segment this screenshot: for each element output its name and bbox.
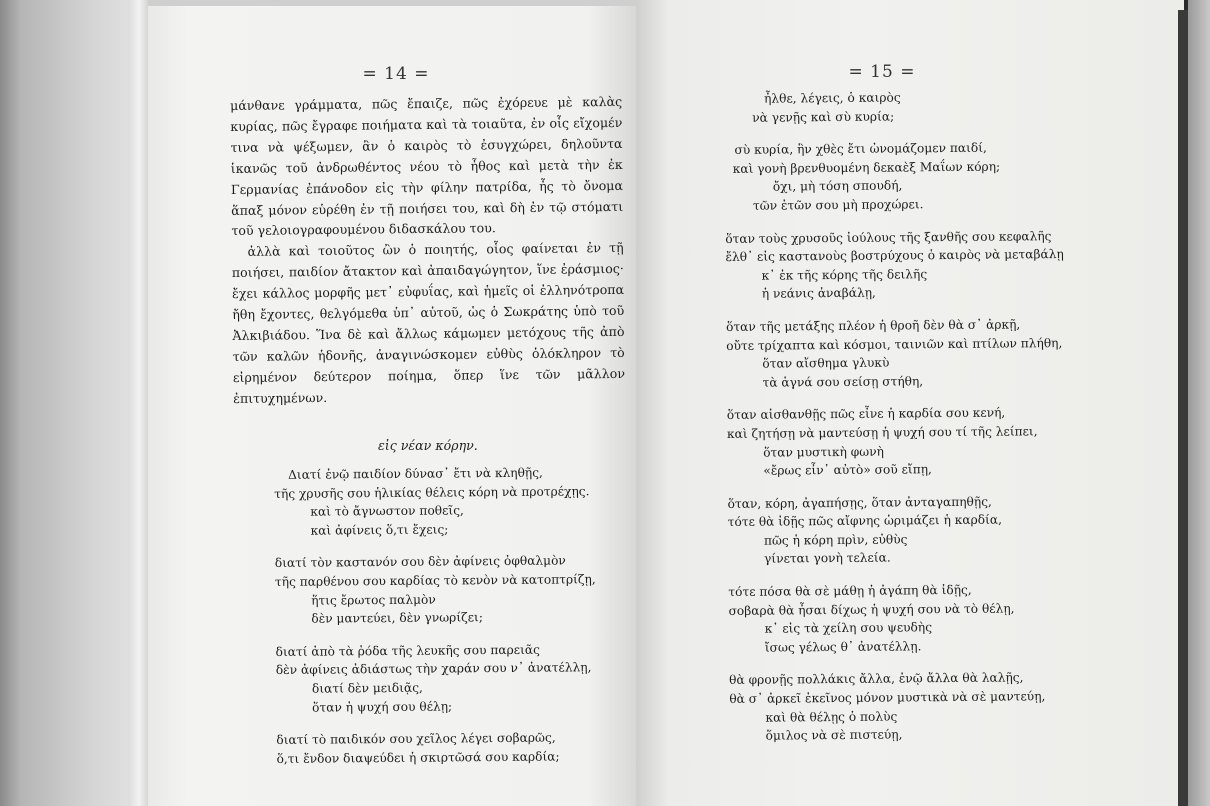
poem-line: «ἔρως εἶν᾽ αὐτὸ» σοῦ εἴπῃ, — [763, 462, 932, 478]
page-stack-edge — [128, 0, 150, 806]
poem-line: ὅταν, κόρη, ἀγαπήσῃς, ὅταν ἀνταγαπηθῇς, — [727, 494, 992, 511]
poem-line: ἴσως γέλως θ᾽ ἀνατέλλῃ. — [764, 639, 922, 655]
poem-line: τῆς παρθένου σου καρδίας τὸ κενὸν νὰ κατοπτρίζῃ, — [274, 572, 596, 589]
left-poem — [274, 463, 627, 782]
poem-line: τότε θὰ ἰδῇς πῶς αἴφνης ὡριμάζει ἡ καρδία, — [727, 512, 1003, 530]
right-poem — [724, 86, 1150, 759]
poem-line: δὲν ἀφίνεις ἀδιάστως τὴν χαράν σου ν᾽ ἀνατέλλῃ, — [275, 660, 592, 678]
stanza — [274, 463, 625, 540]
stanza — [729, 668, 1150, 746]
poem-line: κ᾽ εἰς τὰ χείλη σου ψευδὴς — [764, 620, 933, 636]
poem-line: νὰ γενῇς καὶ σὺ κυρία; — [752, 109, 895, 125]
poem-line: πῶς ἡ κόρη πρὶν, εὐθὺς — [763, 532, 908, 548]
poem-line: σὺ κυρία, ἣν χθὲς ἔτι ὠνομάζομεν παιδί, — [734, 140, 987, 158]
poem-line: καὶ τὸ ἄγνωστον ποθεῖς, — [310, 503, 464, 519]
poem-line: τῶν ἐτῶν σου μὴ προχώρει. — [752, 197, 924, 213]
poem-line: τότε πόσα θὰ σὲ μάθῃ ἡ ἀγάπη θὰ ἰδῇς, — [728, 582, 972, 600]
book-cover-edge — [1178, 10, 1188, 806]
poem-line: καὶ ἀφίνεις ὅ,τι ἔχεις; — [310, 522, 449, 538]
background-right — [1188, 0, 1210, 806]
poem-line: γίνεται γονὴ τελεία. — [764, 551, 891, 567]
left-prose — [230, 92, 625, 410]
poem-line: ὅταν αἰσθανθῇς πῶς εἶνε ἡ καρδία σου κενή, — [726, 405, 1006, 423]
poem-line: οὔτε τρίχαπτα καὶ κόσμοι, ταινιῶν καὶ πτίλων πλήθη, — [726, 335, 1063, 353]
poem-line: θὰ φρονῇς πολλάκις ἄλλα, ἐνῷ ἄλλα θὰ λαλῇς, — [729, 670, 1024, 688]
poem-line: ἦλθε, λέγεις, ὁ καιρὸς — [764, 90, 901, 106]
poem-line: ὅταν τοὺς χρυσοῦς ἰούλους τῆς ξανθῆς σου κεφαλῆς — [725, 228, 1052, 246]
poem-line: διατί δὲν μειδιᾷς, — [311, 680, 423, 696]
poem-line: ὅταν αἴσθημα γλυκὺ — [762, 355, 890, 371]
poem-line: διατί τὸ παιδικόν σου χεῖλος λέγει σοβαρῶς, — [276, 730, 556, 748]
stanza — [728, 491, 1149, 569]
poem-line: ὅμιλος νὰ σὲ πιστεύῃ, — [765, 727, 903, 743]
left-page — [148, 6, 636, 806]
poem-line: ὅ,τι ἔνδον διαψεύδει ἡ σκιρτῶσά σου καρδία; — [276, 749, 560, 766]
poem-line: καὶ ζητήσῃ νὰ μαντεύσῃ ἡ ψυχή σου τί τῆς λείπει, — [726, 424, 1038, 441]
right-page-number: = 15 = — [848, 62, 916, 82]
poem-line: καὶ γονὴ βρενθυομένη δεκαὲξ Μαΐων κόρη; — [732, 159, 1001, 176]
poem-line: ἔλθ᾽ εἰς καστανοὺς βοστρύχους ὁ καιρὸς νὰ μεταβάλῃ — [725, 247, 1064, 265]
right-page — [636, 0, 1184, 806]
stanza — [728, 579, 1149, 657]
poem-line: ὅταν τῆς μετάξης πλέον ἡ θροῆ δὲν θὰ σ᾽ ἀρκῇ, — [726, 317, 1021, 334]
poem-line: δὲν μαντεύει, δὲν γνωρίζει; — [311, 610, 483, 626]
poem-line: ὅταν μυστικὴ φωνὴ — [763, 444, 884, 460]
poem-line: ἥτις ἔρωτος παλμὸν — [311, 592, 436, 608]
poem-line: θὰ σ᾽ ἀρκεῖ ἐκεῖνος μόνον μυστικὰ νὰ σὲ μαντεύῃ, — [729, 689, 1046, 707]
stanza — [724, 86, 1144, 127]
poem-line: ὄχι, μὴ τόση σπουδή, — [772, 178, 903, 194]
left-page-number: = 14 = — [362, 64, 430, 84]
stanza — [275, 551, 626, 628]
poem-line: ὅταν ἡ ψυχή σου θέλῃ; — [312, 698, 453, 715]
stanza — [726, 314, 1147, 392]
poem-line: ἡ νεάνις ἀναβάλῃ, — [761, 286, 876, 302]
poem-line: σοβαρὰ θὰ ἦσαι δίχως ἡ ψυχή σου νὰ τὸ θέλῃ, — [728, 601, 1015, 618]
poem-line: καὶ θὰ θέλῃς ὁ πολὺς — [765, 709, 898, 725]
poem-line: διατί ἀπὸ τὰ ῥόδα τῆς λευκῆς σου παρειᾶς — [275, 642, 540, 659]
poem-line: τὰ ἁγνά σου σείσῃ στήθη, — [762, 373, 924, 390]
poem-line: Διατί ἐνῷ παιδίον δύνασ᾽ ἔτι νὰ κληθῇς, — [288, 465, 543, 482]
stanza — [727, 403, 1148, 481]
stanza — [725, 226, 1146, 304]
stanza — [276, 640, 627, 717]
poem-line: κ᾽ ἐκ τῆς κόρης τῆς δειλῆς — [761, 266, 928, 283]
stanza — [276, 728, 626, 768]
poem-line: διατί τὸν καστανόν σου δὲν ἀφίνεις ὀφθαλμὸν — [274, 553, 566, 571]
poem-title: εἰς νέαν κόρην. — [378, 438, 478, 453]
stanza — [724, 138, 1145, 216]
prose-paragraph-2: ἀλλὰ καὶ τοιοῦτος ὢν ὁ ποιητής, οἷος φαίνεται ἐν τῇ ποιήσει, παιδίον ἄτακτον καὶ ἀπαιδαγώγητον, ἵνε ἐράσμιος· ἔχει κάλλος μορφῆς μετ᾽ εὐφυΐας, καὶ ἡμεῖς οἱ ἐλληνότροπα ἤθη ἔχοντες, θελγόμεθα ὑπ᾽ αὐτοῦ, ὡς ὁ Σωκράτης ὑπὸ τοῦ Ἀλκιβιάδου. Ἵνα δὲ καὶ ἄλλως κάμωμεν μετόχους τῆς ἀπὸ τῶν καλῶν ἡδονῆς, ἀναγινώσκομεν εὐθὺς ὁλόκληρον τὸ εἰρημένον δεύτερον ποίημα, ὅπερ ἵνε τῶν μᾶλλον ἐπιτυχημένων. — [231, 240, 626, 406]
poem-line: τῆς χρυσῆς σου ἡλικίας θέλεις κόρη νὰ προτρέχῃς. — [274, 483, 590, 501]
prose-paragraph-1: μάνθανε γράμματα, πῶς ἔπαιζε, πῶς ἐχόρευε μὲ καλὰς κυρίας, πῶς ἔγραφε ποιήματα καὶ τὰ τοιαῦτα, ἐν οἷς εἴχομέν τινα νὰ ψέξωμεν, ἂν ὁ καιρὸς τὸ ἐσυγχώρει, δηλοῦντα ἱκανῶς τοῦ ἀνδρωθέντος νέου τὸ ἦθος καὶ μετὰ τὴν ἐκ Γερμανίας ἐπάνοδον εἰς τὴν φίλην πατρίδα, ἧς τὸ ὄνομα ἅπαξ μόνον εὑρέθη ἐν τῇ ποιήσει του, καὶ δὴ ἐν τῷ στόματι τοῦ γελοιογραφουμένου διδασκάλου του. — [230, 93, 624, 239]
